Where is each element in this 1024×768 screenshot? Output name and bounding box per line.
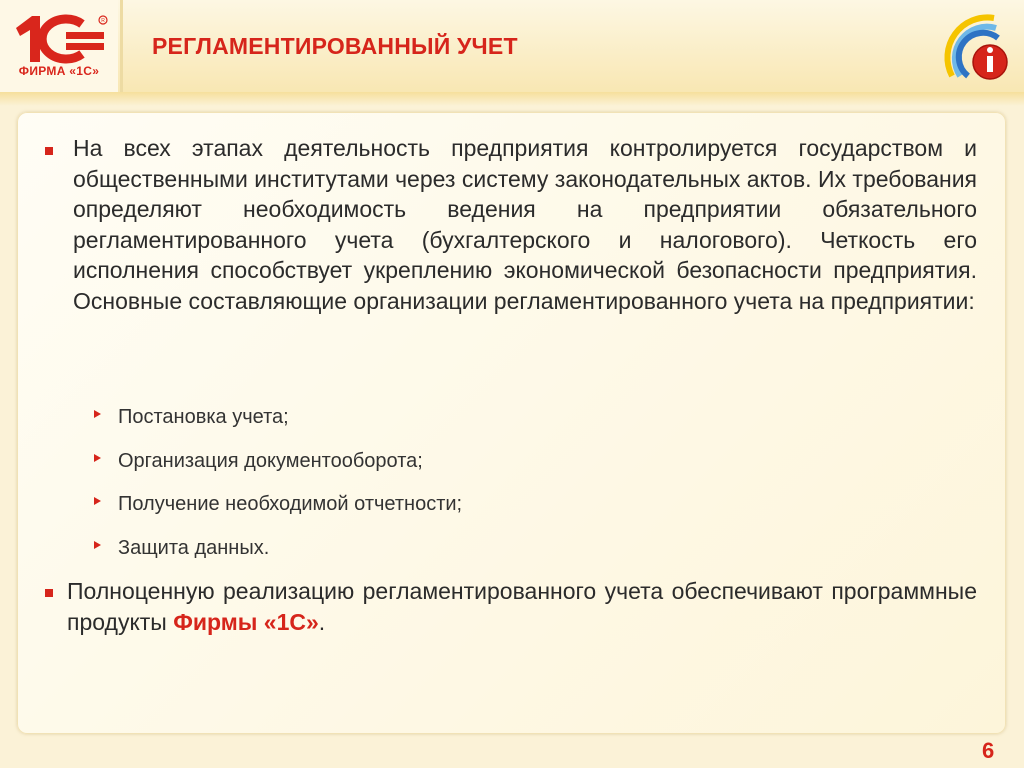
brand-highlight: Фирмы «1С» (173, 608, 319, 635)
svg-text:R: R (101, 18, 105, 24)
page-number: 6 (982, 738, 995, 763)
subbullet-marker (94, 410, 101, 418)
subitem-setup: Постановка учета; (118, 406, 289, 428)
header-divider (120, 0, 123, 92)
logo-1c-mark (10, 8, 110, 64)
subitem-docflow: Организация документооборота; (118, 450, 423, 472)
conclusion-end: . (318, 608, 326, 635)
intro-paragraph: На всех этапах деятельность предприятия контролируется государством и общественными институтами через систему законодательных актов. Их требования определяют необходимость ведения на предприятии обязательного регламентированного учета (бухгалтерского и налогового). Четкость его исполнения способствует укреплению экономической безопасности предприятия. Основные составляющие организации регламентированного учета на предприятии: (73, 135, 977, 314)
logo-subtitle: ФИРМА «1С» (18, 64, 100, 78)
subbullet-marker (94, 541, 101, 549)
logo-1c (0, 0, 118, 92)
info-icon (942, 10, 1014, 82)
bullet-square (45, 147, 53, 155)
page-title: РЕГЛАМЕНТИРОВАННЫЙ УЧЕТ (152, 33, 518, 59)
subitem-reporting: Получение необходимой отчетности; (118, 493, 463, 515)
bullet-square (45, 589, 53, 597)
conclusion-text: Полноценную реализацию регламентированного учета обеспечивают программные продукты (67, 578, 977, 635)
header-shadow (0, 92, 1024, 106)
subitem-data-protection: Защита данных. (118, 537, 270, 559)
subbullet-marker (94, 454, 101, 462)
conclusion-paragraph (67, 576, 977, 637)
subbullet-marker (94, 497, 101, 505)
